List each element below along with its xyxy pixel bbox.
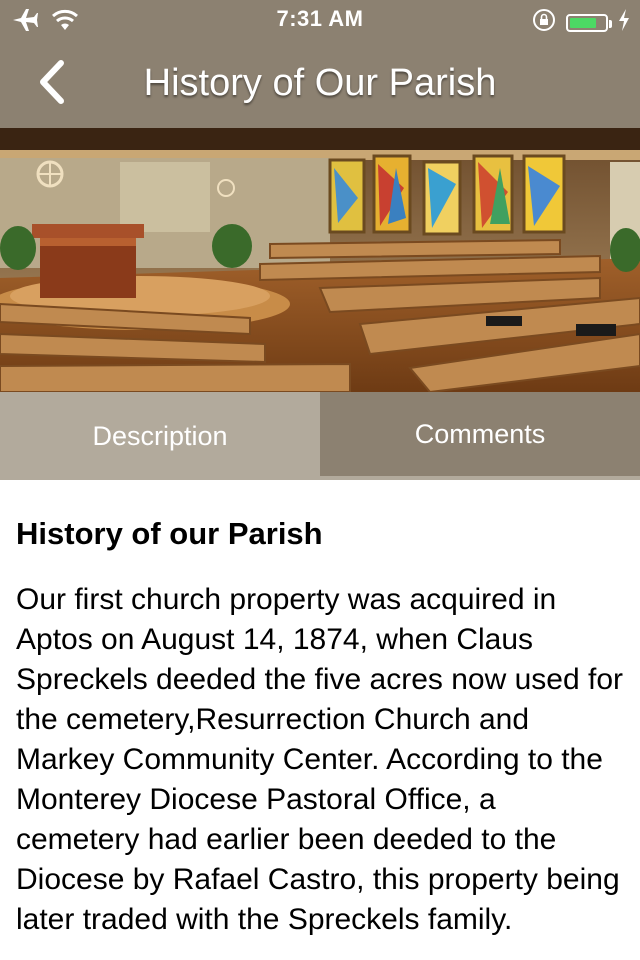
stained-glass-windows	[330, 156, 564, 234]
tab-bar	[0, 392, 640, 480]
status-time: 7:31 AM	[276, 6, 364, 31]
back-button[interactable]	[22, 54, 82, 114]
battery-cap	[609, 20, 612, 28]
altar	[32, 224, 144, 298]
charging-icon	[618, 9, 630, 36]
rotation-lock-icon	[532, 8, 556, 37]
status-right	[532, 8, 630, 37]
chevron-left-icon	[37, 60, 67, 109]
content-area	[16, 480, 624, 960]
content-heading: History of our Parish	[16, 516, 323, 551]
page-title: History of Our Parish	[143, 62, 497, 104]
tab-description[interactable]: Description	[0, 392, 320, 480]
battery-icon	[566, 14, 608, 32]
status-bar	[0, 0, 640, 40]
nav-bar	[0, 40, 640, 128]
church-interior-photo	[0, 128, 640, 392]
battery-fill	[570, 18, 596, 28]
tab-comments[interactable]: Comments	[320, 392, 640, 480]
content-body: Our first church property was acquired in Aptos on August 14, 1874, when Claus Spreckels deeded the five acres now used for the cemetery,Resurrection Church and Markey Community Center. According to the Monterey Diocese Pastoral Office, a cemetery had earlier been deeded to the Diocese by Rafael Castro, this property being later traded with the Spreckels family.	[16, 583, 624, 936]
hero-image	[0, 128, 640, 392]
